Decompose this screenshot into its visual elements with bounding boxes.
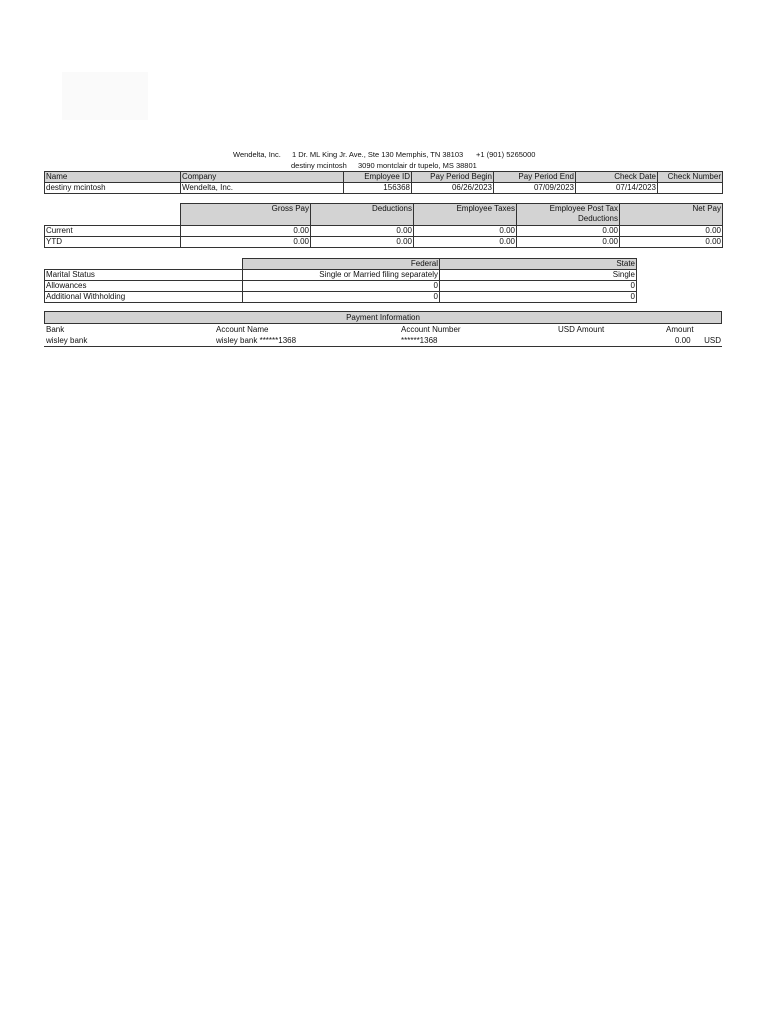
employee-info-row bbox=[45, 183, 723, 194]
header-account-number: Account Number bbox=[401, 325, 461, 334]
state-additional-withholding: 0 bbox=[440, 292, 637, 303]
payment-amount: 0.00 bbox=[675, 336, 691, 345]
current-gross-pay: 0.00 bbox=[181, 226, 311, 237]
header-bank: Bank bbox=[46, 325, 65, 334]
row-label-marital-status: Marital Status bbox=[45, 270, 243, 281]
pay-period-end: 07/09/2023 bbox=[494, 183, 576, 194]
company-logo bbox=[62, 72, 148, 120]
row-label-current: Current bbox=[45, 226, 181, 237]
ytd-post-tax-deductions: 0.00 bbox=[517, 237, 620, 248]
payment-currency: USD bbox=[704, 336, 721, 345]
employee-info-header-row bbox=[45, 172, 723, 183]
withholding-header-blank bbox=[45, 259, 243, 270]
header-gross-pay: Gross Pay bbox=[181, 204, 311, 226]
withholding-table bbox=[44, 258, 637, 303]
withholding-header-row bbox=[45, 259, 637, 270]
check-number bbox=[658, 183, 723, 194]
header-name: Name bbox=[45, 172, 181, 183]
employee-company: Wendelta, Inc. bbox=[181, 183, 344, 194]
withholding-row-marital-status bbox=[45, 270, 637, 281]
earnings-row-current bbox=[45, 226, 723, 237]
earnings-row-ytd bbox=[45, 237, 723, 248]
header-company: Company bbox=[181, 172, 344, 183]
current-employee-taxes: 0.00 bbox=[414, 226, 517, 237]
header-employee-taxes: Employee Taxes bbox=[414, 204, 517, 226]
header-employee-id: Employee ID bbox=[344, 172, 412, 183]
header-usd-amount: USD Amount bbox=[558, 325, 605, 334]
ytd-gross-pay: 0.00 bbox=[181, 237, 311, 248]
earnings-header-row bbox=[45, 204, 723, 226]
current-post-tax-deductions: 0.00 bbox=[517, 226, 620, 237]
company-name: Wendelta, Inc. bbox=[233, 150, 281, 159]
ytd-employee-taxes: 0.00 bbox=[414, 237, 517, 248]
earnings-table bbox=[44, 203, 723, 248]
header-amount: Amount bbox=[666, 325, 694, 334]
withholding-row-allowances bbox=[45, 281, 637, 292]
employee-name-header: destiny mcintosh bbox=[291, 161, 347, 170]
row-label-ytd: YTD bbox=[45, 237, 181, 248]
company-phone: +1 (901) 5265000 bbox=[476, 150, 536, 159]
header-pay-period-begin: Pay Period Begin bbox=[412, 172, 494, 183]
payment-information bbox=[44, 311, 722, 347]
pay-period-begin: 06/26/2023 bbox=[412, 183, 494, 194]
row-label-allowances: Allowances bbox=[45, 281, 243, 292]
employee-address: 3090 montclair dr tupelo, MS 38801 bbox=[358, 161, 477, 170]
payment-row bbox=[44, 335, 722, 347]
federal-allowances: 0 bbox=[243, 281, 440, 292]
state-marital-status: Single bbox=[440, 270, 637, 281]
current-net-pay: 0.00 bbox=[620, 226, 723, 237]
header-net-pay: Net Pay bbox=[620, 204, 723, 226]
header-check-date: Check Date bbox=[576, 172, 658, 183]
employee-id: 156368 bbox=[344, 183, 412, 194]
federal-additional-withholding: 0 bbox=[243, 292, 440, 303]
header-check-number: Check Number bbox=[658, 172, 723, 183]
earnings-header-blank bbox=[45, 204, 181, 226]
payment-bank: wisley bank bbox=[46, 336, 88, 345]
header-federal: Federal bbox=[243, 259, 440, 270]
state-allowances: 0 bbox=[440, 281, 637, 292]
check-date: 07/14/2023 bbox=[576, 183, 658, 194]
federal-marital-status: Single or Married filing separately bbox=[243, 270, 440, 281]
employee-name: destiny mcintosh bbox=[45, 183, 181, 194]
header-state: State bbox=[440, 259, 637, 270]
payment-account-name: wisley bank ******1368 bbox=[216, 336, 297, 345]
current-deductions: 0.00 bbox=[311, 226, 414, 237]
header-account-name: Account Name bbox=[216, 325, 269, 334]
header-deductions: Deductions bbox=[311, 204, 414, 226]
header-post-tax-deductions: Employee Post Tax Deductions bbox=[517, 204, 620, 226]
header-pay-period-end: Pay Period End bbox=[494, 172, 576, 183]
company-address: 1 Dr. ML King Jr. Ave., Ste 130 Memphis, TN 38103 bbox=[292, 150, 464, 159]
payment-account-number: ******1368 bbox=[401, 336, 438, 345]
ytd-deductions: 0.00 bbox=[311, 237, 414, 248]
employee-info-table bbox=[44, 171, 723, 194]
withholding-row-additional bbox=[45, 292, 637, 303]
payment-information-title: Payment Information bbox=[44, 311, 722, 324]
row-label-additional-withholding: Additional Withholding bbox=[45, 292, 243, 303]
payment-header-row bbox=[44, 324, 722, 335]
ytd-net-pay: 0.00 bbox=[620, 237, 723, 248]
